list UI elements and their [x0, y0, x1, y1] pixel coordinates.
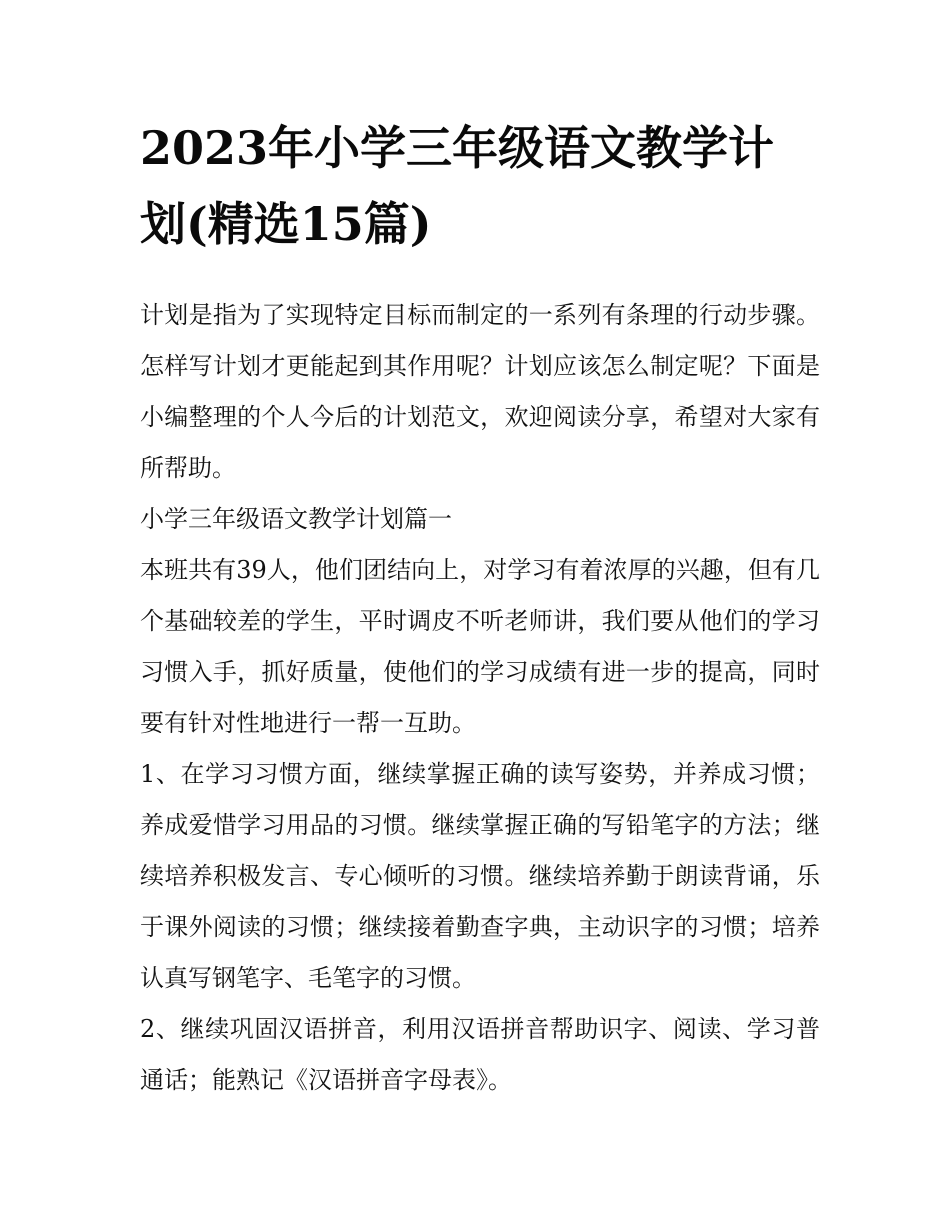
document-title: 2023年小学三年级语文教学计划(精选15篇) — [140, 121, 775, 251]
class-overview-paragraph: 本班共有39人，他们团结向上，对学习有着浓厚的兴趣，但有几个基础较差的学生，平时调皮不听老师讲，我们要从他们的学习习惯入手，抓好质量，使他们的学习成绩有进一步的提高，同时要有针对性地进行一帮一互助。 — [140, 556, 820, 737]
section-heading: 小学三年级语文教学计划篇一 — [140, 505, 452, 533]
intro-paragraph: 计划是指为了实现特定目标而制定的一系列有条理的行动步骤。怎样写计划才更能起到其作用呢？计划应该怎么制定呢？下面是小编整理的个人今后的计划范文，欢迎阅读分享，希望对大家有所帮助。 — [140, 301, 820, 482]
document-page — [140, 110, 820, 1106]
list-item-1: 1、在学习习惯方面，继续掌握正确的读写姿势，并养成习惯；养成爱惜学习用品的习惯。继续掌握正确的写铅笔字的方法；继续培养积极发言、专心倾听的习惯。继续培养勤于朗读背诵，乐于课外阅读的习惯；继续接着勤查字典，主动识字的习惯；培养认真写钢笔字、毛笔字的习惯。 — [140, 760, 820, 992]
document-body — [140, 290, 820, 1106]
list-item-2: 2、继续巩固汉语拼音，利用汉语拼音帮助识字、阅读、学习普通话；能熟记《汉语拼音字母表》。 — [140, 1015, 820, 1094]
